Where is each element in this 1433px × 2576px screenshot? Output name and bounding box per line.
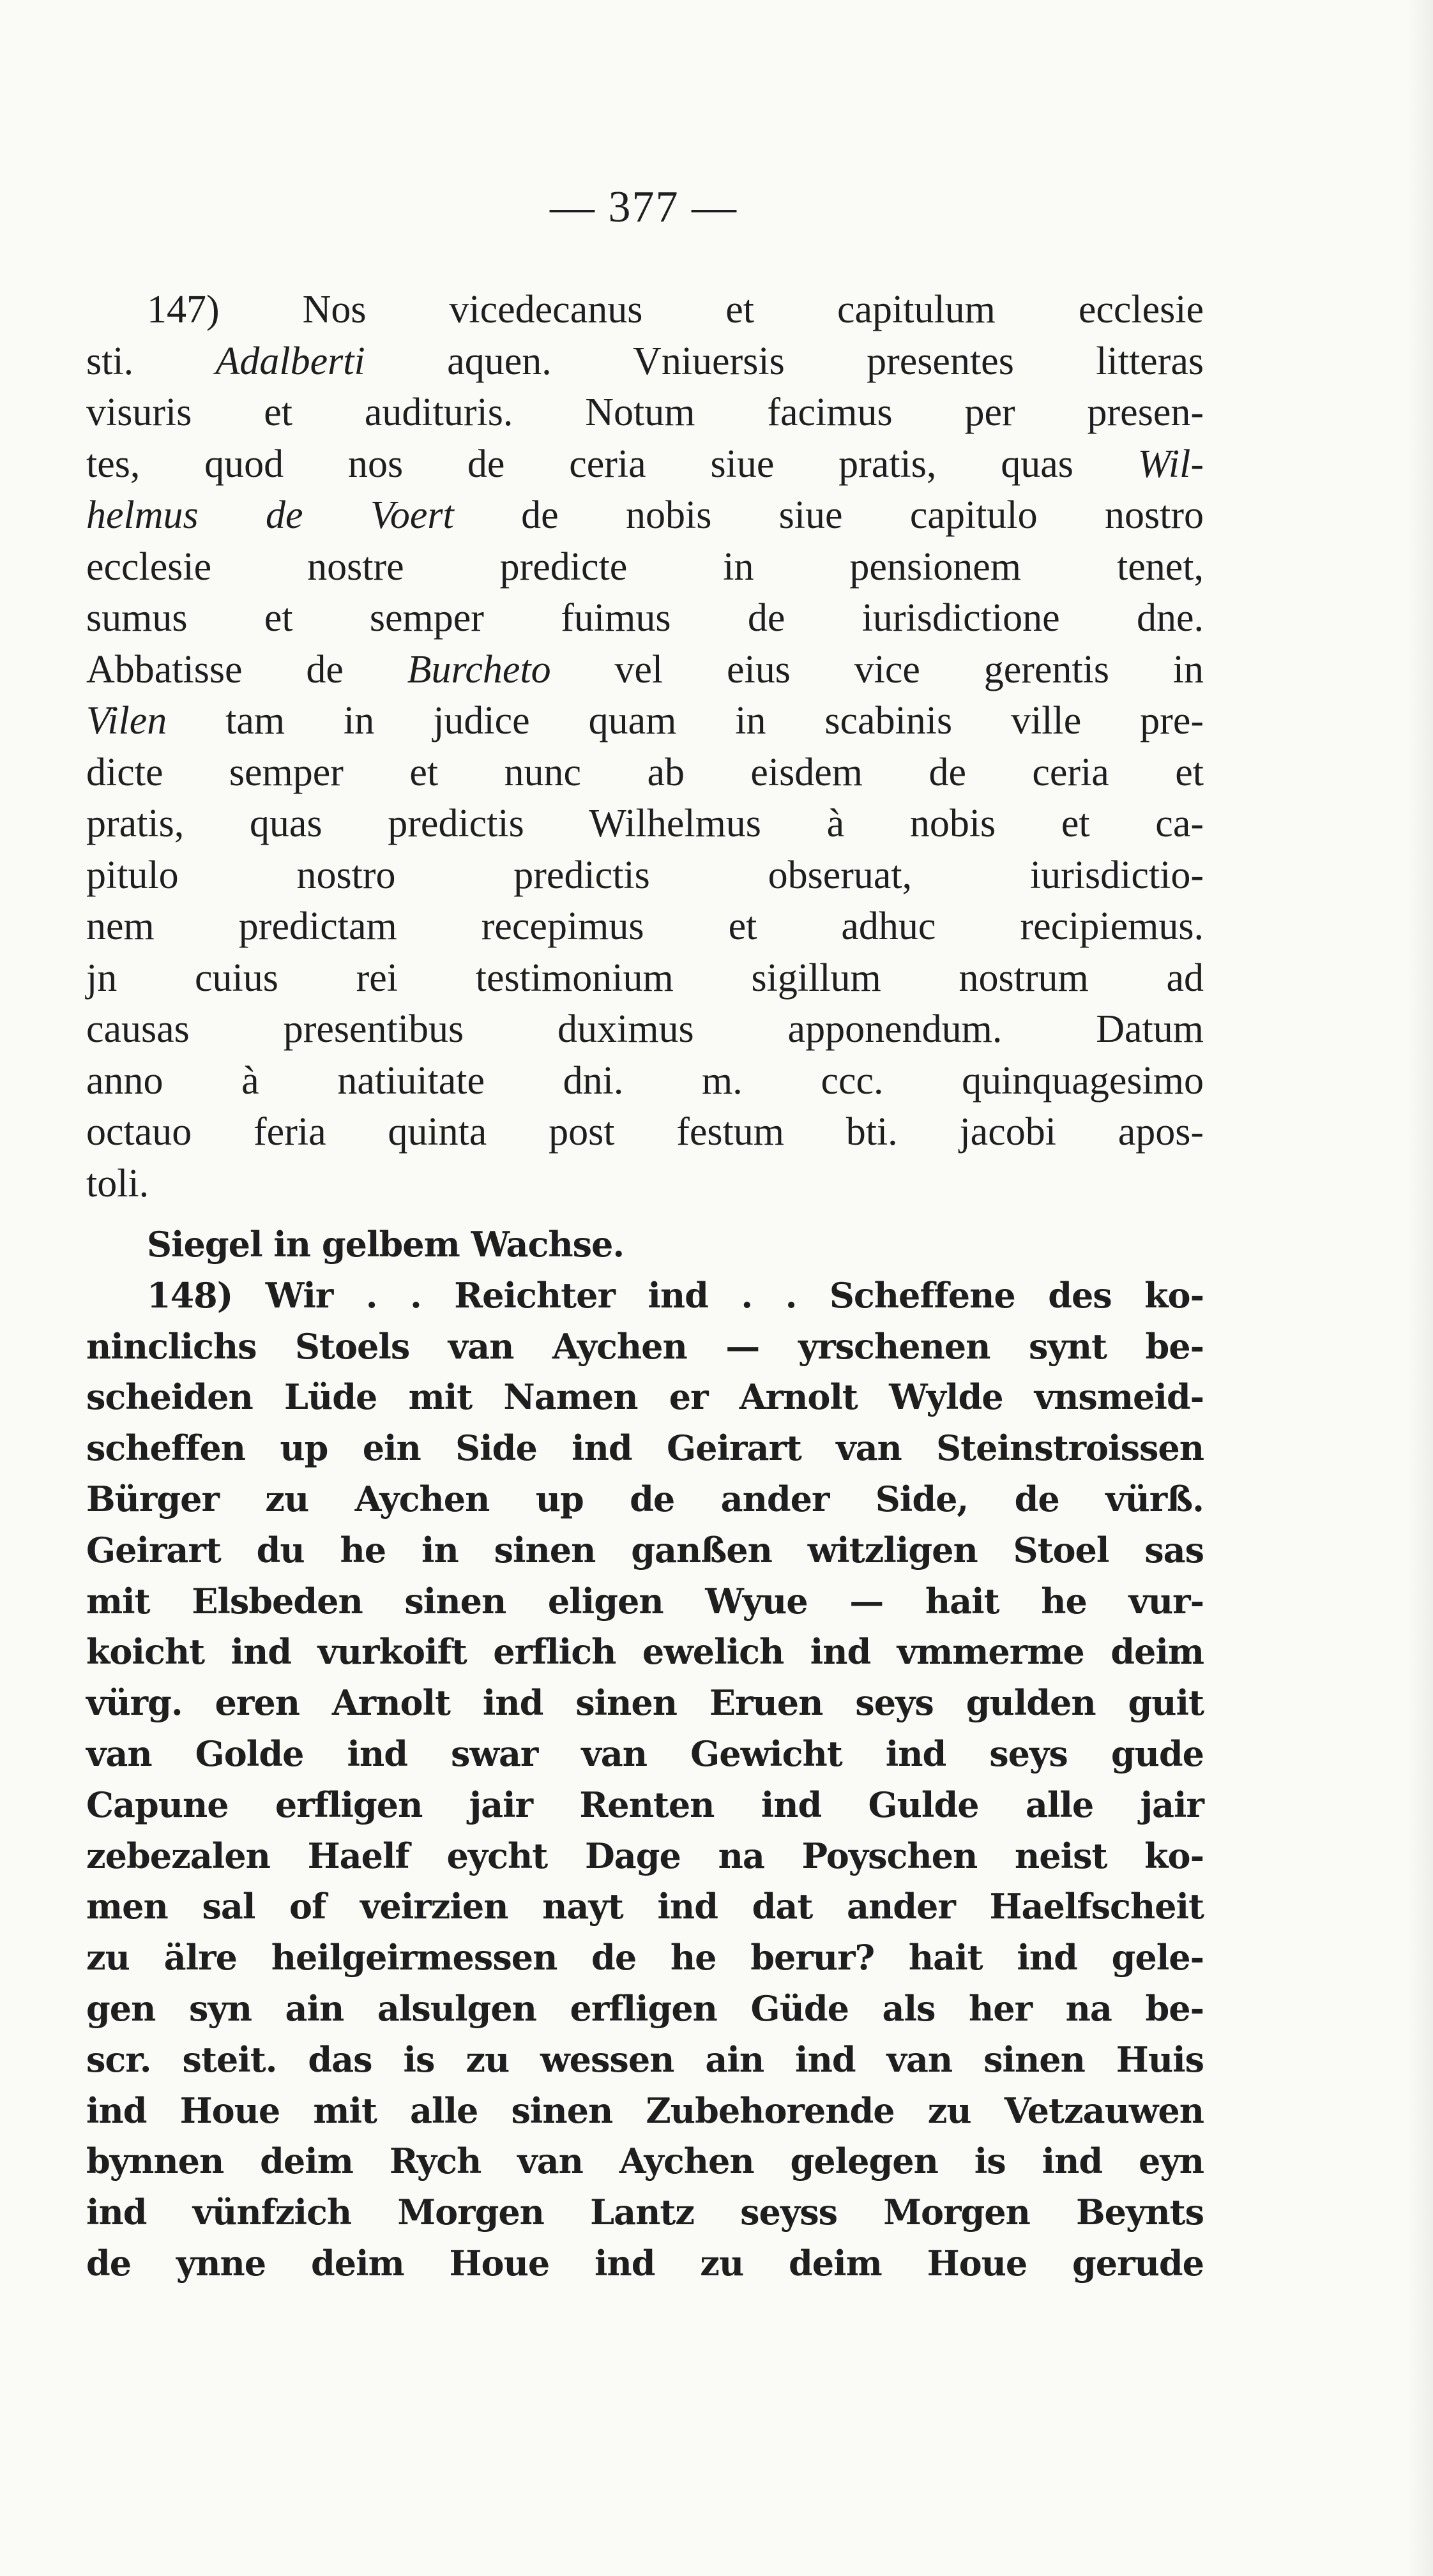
text-line	[86, 1576, 1204, 1627]
text-segment: de ynne deim Houe ind zu deim Houe gerude	[86, 2242, 1204, 2284]
text-segment: pitulo nostro predictis obseruat, iurisdictio-	[86, 853, 1204, 897]
text-line	[86, 747, 1204, 799]
text-line	[86, 2035, 1204, 2086]
text-line	[86, 541, 1204, 593]
text-segment: sti.	[86, 339, 216, 383]
text-segment: dicte semper et nunc ab eisdem de ceria et	[86, 750, 1204, 794]
text-line	[86, 901, 1204, 953]
italic-name: helmus de Voert	[86, 493, 454, 537]
text-segment: jn cuius rei testimonium sigillum nostrum ad	[86, 956, 1204, 1000]
text-line	[86, 439, 1204, 490]
text-segment: scheiden Lüde mit Namen er Arnolt Wylde vnsmeid-	[86, 1376, 1204, 1418]
text-segment: octauo feria quinta post festum bti. jacobi apos-	[86, 1110, 1204, 1154]
text-segment: tes, quod nos de ceria siue pratis, quas	[86, 442, 1138, 486]
text-segment: Abbatisse de	[86, 647, 407, 691]
charter-148-german	[86, 1219, 1204, 2289]
text-segment: bynnen deim Rych van Aychen gelegen is ind eyn	[86, 2141, 1204, 2182]
text-line	[86, 1525, 1204, 1576]
text-line	[86, 490, 1204, 541]
text-segment: zu älre heilgeirmessen de he berur? hait ind gele-	[86, 1937, 1204, 1978]
text-segment: men sal of veirzien nayt ind dat ander Haelfscheit	[86, 1886, 1204, 1927]
text-line	[86, 1423, 1204, 1474]
text-segment: Capune erfligen jair Renten ind Gulde alle jair	[86, 1784, 1204, 1825]
text-segment: zebezalen Haelf eycht Dage na Poyschen neist ko-	[86, 1835, 1204, 1876]
text-segment: van Golde ind swar van Gewicht ind seys gude	[86, 1733, 1204, 1774]
text-segment: mit Elsbeden sinen eligen Wyue — hait he vur-	[86, 1580, 1204, 1622]
text-line	[86, 1831, 1204, 1882]
text-segment: visuris et audituris. Notum facimus per presen-	[86, 391, 1204, 434]
text-line	[86, 1270, 1204, 1322]
text-line	[86, 1627, 1204, 1678]
italic-name: Vilen	[86, 699, 167, 742]
text-segment: 148) Wir . . Reichter ind . . Scheffene des ko-	[147, 1274, 1204, 1316]
italic-name: Wil-	[1137, 442, 1204, 486]
text-line	[86, 695, 1204, 747]
text-segment: anno à natiuitate dni. m. ccc. quinquagesimo	[86, 1058, 1204, 1103]
text-line	[86, 1158, 1204, 1210]
text-line	[86, 1219, 1204, 1270]
text-line	[86, 798, 1204, 850]
italic-name: Burcheto	[407, 647, 551, 691]
text-segment: ind Houe mit alle sinen Zubehorende zu Vetzauwen	[86, 2090, 1204, 2131]
text-line	[86, 1055, 1204, 1107]
text-segment: vürg. eren Arnolt ind sinen Eruen seys gulden guit	[86, 1682, 1204, 1724]
text-line	[86, 1932, 1204, 1984]
text-segment: nem predictam recepimus et adhuc recipiemus.	[86, 905, 1204, 948]
text-segment: scheffen up ein Side ind Geirart van Steinstroissen	[86, 1427, 1204, 1469]
page-number: — 377 —	[550, 183, 738, 232]
text-segment: Geirart du he in sinen ganßen witzligen Stoel sas	[86, 1529, 1204, 1570]
text-line	[86, 1322, 1204, 1373]
text-line	[86, 2086, 1204, 2137]
text-segment: vel eius vice gerentis in	[550, 647, 1204, 691]
text-line	[86, 1004, 1204, 1055]
text-segment: 147) Nos vicedecanus et capitulum ecclesie	[147, 288, 1204, 331]
text-line	[86, 1106, 1204, 1158]
text-segment: sumus et semper fuimus de iurisdictione dne.	[86, 596, 1204, 640]
text-segment: causas presentibus duximus apponendum. Datum	[86, 1007, 1204, 1051]
text-segment: gen syn ain alsulgen erfligen Güde als her na be-	[86, 1987, 1204, 2029]
text-line	[86, 2187, 1204, 2238]
text-line	[86, 953, 1204, 1004]
text-line	[86, 1729, 1204, 1780]
text-line	[86, 2136, 1204, 2187]
text-line	[86, 284, 1204, 336]
text-line	[86, 387, 1204, 439]
text-line	[86, 1474, 1204, 1525]
text-segment: pratis, quas predictis Wilhelmus à nobis et ca-	[86, 802, 1204, 845]
text-segment: ninclichs Stoels van Aychen — yrschenen synt be-	[86, 1325, 1204, 1367]
text-line	[86, 1780, 1204, 1831]
text-segment: ecclesie nostre predicte in pensionem tenet,	[86, 545, 1204, 589]
text-line	[86, 592, 1204, 644]
text-line	[86, 1372, 1204, 1423]
text-segment: scr. steit. das is zu wessen ain ind van sinen Huis	[86, 2038, 1204, 2080]
text-line	[86, 1881, 1204, 1932]
text-segment: toli.	[86, 1161, 149, 1205]
text-segment: Bürger zu Aychen up de ander Side, de vürß.	[86, 1478, 1204, 1519]
text-line	[86, 850, 1204, 901]
page-edge-shadow	[1407, 0, 1433, 2576]
charter-147-latin	[86, 284, 1204, 1209]
text-segment: de nobis siue capitulo nostro	[453, 493, 1204, 537]
text-segment: Siegel in gelbem Wachse.	[147, 1224, 625, 1265]
text-line	[86, 1678, 1204, 1729]
text-line	[86, 1984, 1204, 2035]
text-line	[86, 644, 1204, 696]
text-segment: ind vünfzich Morgen Lantz seyss Morgen Beynts	[86, 2192, 1204, 2233]
text-line	[86, 336, 1204, 388]
text-segment: koicht ind vurkoift erflich ewelich ind vmmerme deim	[86, 1631, 1204, 1673]
italic-name: Adalberti	[215, 339, 365, 383]
text-segment: tam in judice quam in scabinis ville pre-	[167, 699, 1204, 742]
text-segment: aquen. Vniuersis presentes litteras	[365, 339, 1204, 383]
text-line	[86, 2238, 1204, 2289]
